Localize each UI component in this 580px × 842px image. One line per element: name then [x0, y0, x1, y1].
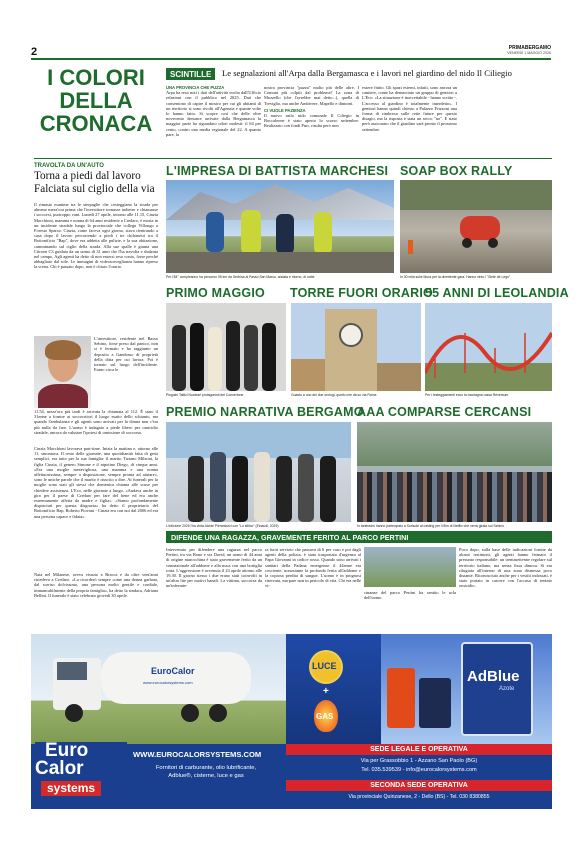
scintille-col3 — [362, 85, 457, 155]
main-headline-2: Falciata sul ciglio della via — [34, 183, 155, 195]
soapbox-title: SOAP BOX RALLY — [400, 164, 513, 178]
difende-title: DIFENDE UNA RAGAZZA, GRAVEMENTE FERITO AL PARCO PERTINI — [166, 531, 552, 543]
comparse-photo — [357, 422, 552, 522]
scintille-col2b-text: Il nuovo asilo nido comunale Il Ciliegio in Boccaleone è stato aperto lo scorso settembre. Realizzato con fondi Pnrr, risulta però non — [264, 113, 359, 129]
masthead: PRIMABERGAMO — [508, 45, 551, 51]
torre-caption: Guasto a uno dei due orologi, quello che dà su via Roma — [291, 393, 377, 397]
ad-logo-euro: Euro — [45, 740, 89, 761]
comparse-title: AAA COMPARSE CERCANSI — [357, 405, 532, 419]
leolandia-title: 55 ANNI DI LEOLANDIA — [425, 286, 569, 300]
section-title-line2: DELLA — [59, 88, 133, 113]
scintille-sub2: CI VUOLE PAZIENZA — [264, 107, 306, 113]
leolandia-caption: Per i festeggiamenti ecco la montagna russa Reversum — [425, 393, 509, 397]
comparse-caption: In tantissimi hanno partecipato a Sorisole al casting per il film di Netflix che verrà girata sul Sebino — [357, 524, 504, 528]
main-headline-1: Torna a piedi dal lavoro — [34, 170, 141, 182]
scintille-headline: Le segnalazioni all'Arpa dalla Bergamasca e i lavori nel giardino del nido Il Ciliegio — [222, 68, 512, 78]
seconda-title: SECONDA SEDE OPERATIVA — [286, 780, 552, 791]
gas-label: GAS — [316, 712, 334, 721]
ad-tagline-2: Adblue®, cisterne, luce e gas — [168, 773, 244, 779]
advertisement — [31, 634, 552, 809]
sede-contacts: Tel. 035.539539 - info@eurocalorsystems.com — [361, 767, 477, 773]
section-title — [34, 66, 158, 135]
luce-label: LUCE — [312, 661, 337, 671]
ad-logo-systems: systems — [41, 781, 101, 796]
torre-title: TORRE FUORI ORARIO — [290, 286, 433, 300]
premio-caption: L'edizione 2026 l'ha vinta Alcide Pierantozzi con "Lo stilico" (Einaudi, 2025) — [166, 524, 279, 528]
truck-brand: EuroCalor — [151, 666, 195, 676]
primo-maggio-photo — [166, 303, 286, 391]
primo-maggio-title: PRIMO MAGGIO — [166, 286, 265, 300]
difende-col1: Intervenuto per difendere una ragazza nel parco Pertini, tra via Bono e via David, un uomo di 44 anni di origine marocchina è stato gravemente ferito da un connazionale all'addome e alla nuca con una bottiglia rotta. L'aggressione è avvenuta il 23 aprile attorno alle 19.30. Il giorno stesso i due erano stati coinvolti in un'altra lite per motivi banali. La vittima, soccorsa da un'infermie- — [166, 547, 262, 589]
marchesi-photo — [166, 180, 394, 273]
ad-logo — [35, 742, 127, 802]
main-body-c: 11.54, mezz'ora più tardi è arrivata la chiamata al 112. È stato il 31enne a fornire ai soccorritori il luogo esatto dello schianto, ma quando l'ambulanza e gli agenti sono arrivati per la donna non c'era più nulla da fare. L'uomo è indagato a piede libero per omicidio stradale, ancora da valutare l'ipotesi di omissione di soccorso. — [34, 409, 158, 435]
soapbox-caption: In 30 mila sulle Mura per la divertente gara. Hanno vinto i "Siete de Legn" — [400, 275, 511, 279]
ad-tagline-1: Fornitori di carburante, olio lubrificante, — [155, 765, 257, 771]
ad-logo-calor: Calor — [35, 758, 84, 779]
difende-col2: ra fuori servizio che passava di lì per caso e poi dagli agenti della polizia, è stata trasportata d'urgenza al Papa Giovanni in codice rosso. Quando sono arrivati i sanitari della Padana emergenze il 44enne era cosciente, nonostante la profonda ferita all'addome e la copiosa perdita di sangue. L'uomo è in prognosi riservata, ma pare non in pericolo di vita. Chi era nelle vi- — [265, 547, 361, 589]
scintille-col2 — [264, 85, 359, 155]
roller-coaster-icon — [425, 303, 552, 391]
truck-url: www.eurocalorsystems.com — [143, 680, 193, 685]
marchesi-title: L'IMPRESA DI BATTISTA MARCHESI — [166, 164, 389, 178]
leolandia-photo — [425, 303, 552, 391]
difende-col3: cinanze del parco Pertini ha sentito le urla dell'uomo. — [364, 590, 456, 601]
section-title-line1: I COLORI — [47, 65, 145, 90]
scintille-label: SCINTILLE — [166, 68, 215, 80]
scintille-col1 — [166, 85, 261, 155]
section-title-line3: CRONACA — [39, 111, 153, 136]
scintille-col3-text: essere finito. Gli spazi esterni, infatti, sono ancora un cantiere, come ha denunciato un gruppo di genitori a L'Eco: «La situazione è inaccettabile - hanno scritto -. L'accesso al giardino è totalmente interdetto». I genitori hanno quindi chiesto a Palazzo Frizzoni una forma di rimborso sulle rette future per questo disagio, ma la risposta è stata un secco "no". E stato però assicurato che il giardino sarà pronto il prossimo settembre. — [362, 85, 457, 132]
truck-photo — [31, 634, 286, 744]
products-photo — [381, 634, 552, 744]
header-rule — [31, 58, 551, 60]
main-headline — [34, 170, 159, 196]
adblue-sub: Azote — [499, 686, 515, 692]
premio-title: PREMIO NARRATIVA BERGAMO — [166, 405, 364, 419]
scintille-sub1: UNA PROVINCIA CHE PUZZA — [166, 85, 225, 90]
scintille-rule — [34, 158, 552, 159]
seconda-address: Via provinciale Quinzanese, 2 - Dello (BS) - Tel. 030 8380855 — [348, 794, 490, 800]
main-body-d: Cinzia Macchioni lavorava part-time. Inizia la mattina e, attorno alle 11, smontava. Il resto delle giornate, una quotidianità fatta di gesti semplici, era tutto per la sua famiglia: il marito Tiziano Milzoni, la figlia Cinzia, il genero Simone e il nipotino Diego, di cinque anni. «Era una moglie meravigliosa, una mamma e una nonna affettuosissima, sempre a disposizione, sempre pronta ad aiutare», sono le uniche parole che il marito è riuscito a dire. Ai funerali per la moglie sono stati gli stessi che domenica chiama alle scuse per chiedere assistenza. L'Eco, nelle giornate a lungo. «Andava anche in giro per il paese di Credaro per fare del bene ed era anche estremamente affetta da madre e figlia». «Siamo profondamente dispiaciuti per questa disgrazia» ha detto il proprietario del Bottonificio Bap, Roberto Piovani - Cinzia era con noi dal 2006 ed era una persona capace e fidata». — [34, 446, 158, 519]
main-body-b: L'investitore, residente nel Basso Sebino, forse preso dal panico, non si è fermato e ha raggiunto un deposito a Gandosso di proprietà della ditta per cui lavora. Poi è tornato sul luogo dell'incidente. Erano circa le — [94, 336, 158, 373]
torre-photo — [291, 303, 421, 391]
sede-address: Via per Grassobbio 1 - Azzano San Paolo (BG) — [360, 758, 478, 764]
adblue-label: AdBlue — [467, 668, 520, 685]
difende-photo — [364, 547, 456, 587]
ad-website: WWW.EUROCALORSYSTEMS.COM — [133, 750, 262, 759]
difende-col4: Poco dopo, sulla base delle indicazioni fornite da alcuni testimoni, gli agenti hanno fermato il presunto responsabile: un trentasettenne regolare sul territorio italiano, ma senza fissa dimora. Si era rifugiato all'interno di una zona dismessa poco distante. Riconosciuto anche per i vestiti indossati, è stato portato in carcere con l'accusa di tentato omicidio. — [459, 547, 552, 589]
premio-photo — [166, 422, 351, 522]
scintille-col2-text: nostra provincia "puzza" molto più delle altre. I Comuni più colpiti dal problema? La zona di Mozzello (che l'avrebbe mai detto...), quella di Treviglio, ma anche Ambivere, Mapello e dintorni. — [264, 85, 359, 106]
plus-label: + — [323, 686, 329, 697]
soapbox-photo — [400, 180, 552, 273]
sede-title: SEDE LEGALE E OPERATIVA — [286, 744, 552, 755]
page-number: 2 — [31, 46, 38, 58]
main-body-a: Il rimasta esanime tra le sterpaglie che costeggiano la strada per almeno mezz'ora prima che l'investitore tornasse indietro e chiamasse i soccorsi, purtroppo vani. Lunedì 27 aprile, intorno alle 11.15, Cinzia Macchioni, mamma e nonna di 64 anni residente a Credaro, è morta in un incidente stradale lungo la provinciale che collega Villongo a Foresto Sparso. Cinzia, come faceva ogni giorno, stava rientrando a casa dopo il lavoro percorrendo a piedi i tre chilometri tra il Bottonificio "Bap", dove era addetta alle pulizie, e la sua abitazione, camminando sul ciglio della strada. Alla sue spalle è giunta una Citroen C3 guidata da un uomo di 31 anni che l'ha travolta e sbalzata nel campo. Agli agenti ha detto di non essersi reso conto, forse perché abbagliato dal sole. Le immagini di videosorveglianza hanno ripreso la scena. Chi è passato dopo, non è chiaro l'orario. — [34, 202, 158, 270]
main-kicker: TRAVOLTA DA UN'AUTO — [34, 163, 104, 169]
primo-maggio-caption: Pinguini Tattici Nucleari protagonisti del Concertone — [166, 393, 244, 397]
ad-tagline — [131, 764, 281, 780]
main-body-e: Nata nel Milanese, aveva vissuto a Bracca e da oltre vent'anni risiedeva a Credaro. «La ricorderò sempre come una donna garbata, dal sorriso dolcissimo, una persona molto gentile e cordiale, immancabilmente della propria famiglia», ha detto la sindaca, Adriana Bellini. Il funerale è stato celebrato giovedì 30 aprile. — [34, 572, 158, 598]
marchesi-caption: Per l'84° compleanno ha percorso 95 km da Sedrina al Passo San Marco, andata e ritorno, di notte — [166, 275, 315, 279]
scintille-col1-text: Arpa ha reso noti i dati dell'attività svolta dall'Ufficio relazioni con il pubblico nel 2025. Dati che consentono di capire il mostro per cui gli abitanti di un territorio si sono rivolti all'Agenzia e quante volte lo hanno fatto. Si scopre così che delle oltre novecento denunce arrivate dalla Bergamasca la maggior parte ha riguardato odori molesti: il 64 per cento, contro una media regionale del 22. A quanto pare, la — [166, 90, 261, 137]
victim-portrait — [34, 336, 91, 408]
dateline: VENERDÌ 1 MAGGIO 2026 — [507, 51, 551, 55]
